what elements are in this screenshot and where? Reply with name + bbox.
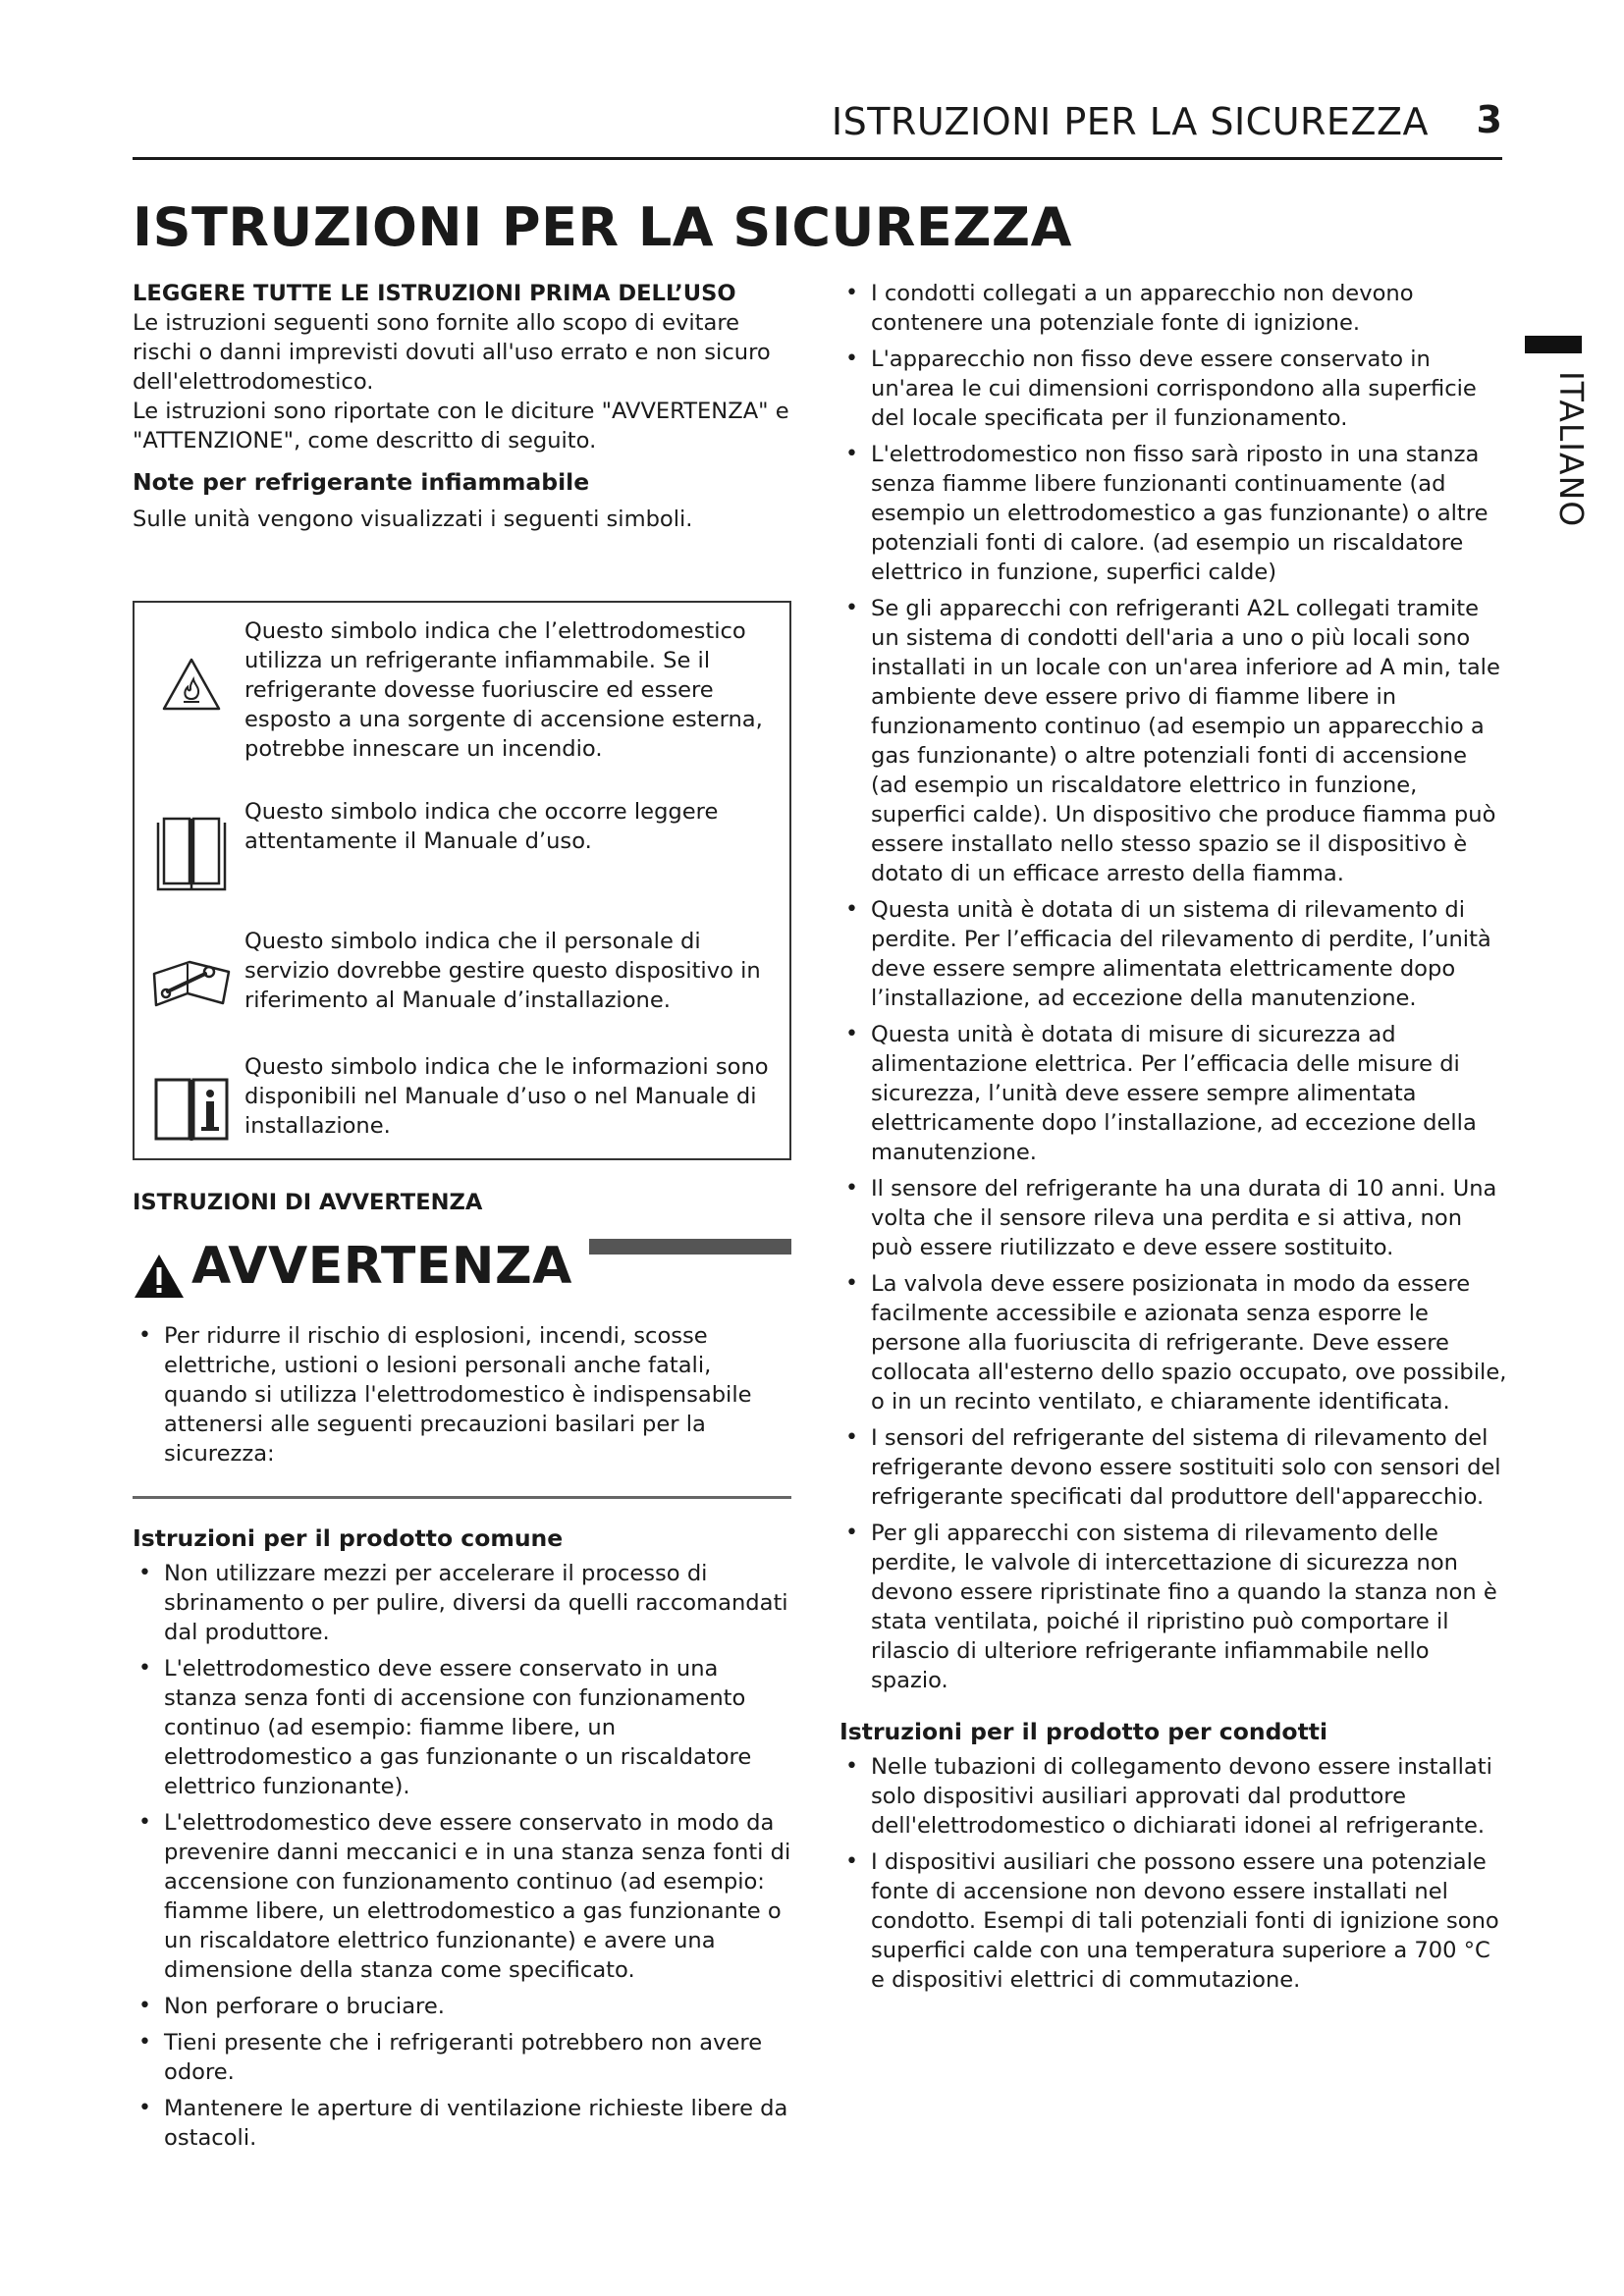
warning-divider — [133, 1496, 791, 1499]
common-product-heading: Istruzioni per il prodotto comune — [133, 1524, 564, 1552]
list-item: • Non perforare o bruciare. — [133, 1992, 792, 2021]
read-manual-icon — [144, 805, 239, 899]
refrigerant-heading: Note per refrigerante infiammabile — [133, 468, 590, 496]
running-title: ISTRUZIONI PER LA SICUREZZA — [831, 100, 1429, 143]
symbol-description: Questo simbolo indica che il personale di servizio dovrebbe gestire questo dispositivo in riferimento al Manuale d’installazione. — [244, 929, 761, 1013]
right-column — [839, 279, 1507, 2002]
warning-title: AVVERTENZA — [191, 1237, 572, 1296]
common-product-list — [133, 1559, 792, 2153]
common-product-section — [133, 1523, 792, 2160]
ducted-product-heading: Istruzioni per il prodotto per condotti — [839, 1718, 1328, 1745]
refrigerant-list — [839, 279, 1507, 1695]
list-item: • L'elettrodomestico deve essere conservato in modo da prevenire danni meccanici e in una stanza senza fonti di accensione con funzionamento continuo (ad esempio: fiamme libere, un elettrodomestico a gas funzionante o un riscaldatore elettrico funzionante) e avere una dimensione della stanza come specificato. — [133, 1808, 792, 1985]
list-item: • L'apparecchio non fisso deve essere conservato in un'area le cui dimensioni corrispondono alla superficie del locale specificata per il funzionamento. — [839, 345, 1507, 433]
list-item: • Nelle tubazioni di collegamento devono essere installati solo dispositivi ausiliari approvati dal produttore dell'elettrodomestico o dichiarati idonei al refrigerante. — [839, 1752, 1507, 1841]
list-item: • I condotti collegati a un apparecchio non devono contenere una potenziale fonte di ignizione. — [839, 279, 1507, 338]
intro-heading: LEGGERE TUTTE LE ISTRUZIONI PRIMA DELL’USO — [133, 281, 736, 306]
language-tab-label: ITALIANO — [1552, 371, 1591, 528]
list-item: • La valvola deve essere posizionata in modo da essere facilmente accessibile e azionata senza esporre le persone alla fuoriuscita di refrigerante. Deve essere collocata all'esterno dello spazio occupato, ove possibile, o in un recinto ventilato, e chiaramente identificata. — [839, 1269, 1507, 1416]
warning-list — [133, 1321, 791, 1475]
running-header — [133, 96, 1502, 160]
list-item: • Mantenere le aperture di ventilazione richieste libere da ostacoli. — [133, 2094, 792, 2153]
list-item: • Per gli apparecchi con sistema di rilevamento delle perdite, le valvole di intercettazione di sicurezza non devono essere ripristinate fino a quando la stanza non è stata ventilata, poiché il ripristino può comportare il rilascio di ulteriore refrigerante infiammabile nello spazio. — [839, 1519, 1507, 1695]
list-item: • Se gli apparecchi con refrigeranti A2L collegati tramite un sistema di condotti dell'aria a uno o più locali sono installati in un locale con un'area inferiore ad A min, tale ambiente deve essere privo di fiamme libere in funzionamento continuo (ad esempio un apparecchio a gas funzionante) o altre potenziali fonti di accensione (ad esempio un riscaldatore elettrico in funzione, superfici calde). Un dispositivo che produce fiamma può essere installato nello stesso spazio se il dispositivo è dotato di un efficace arresto della fiamma. — [839, 594, 1507, 888]
page-number: 3 — [1476, 98, 1502, 141]
intro-paragraph-1: Le istruzioni seguenti sono fornite allo scopo di evitare rischi o danni imprevisti dovuti all'uso errato e non sicuro dell'elettrodomestico. — [133, 310, 771, 395]
list-item: • Questa unità è dotata di misure di sicurezza ad alimentazione elettrica. Per l’efficacia delle misure di sicurezza, l’unità deve essere sempre alimentata elettricamente dopo l’installazione, ad eccezione della manutenzione. — [839, 1020, 1507, 1167]
intro-paragraph-2: Le istruzioni sono riportate con le diciture "AVVERTENZA" e "ATTENZIONE", come descritto di seguito. — [133, 399, 789, 454]
list-item: • L'elettrodomestico deve essere conservato in una stanza senza fonti di accensione con funzionamento continuo (ad esempio: fiamme libere, un elettrodomestico a gas funzionante o un riscaldatore elettrico funzionante). — [133, 1654, 792, 1801]
warning-instructions-heading: ISTRUZIONI DI AVVERTENZA — [133, 1190, 483, 1215]
list-item: • L'elettrodomestico non fisso sarà riposto in una stanza senza fiamme libere funzionanti continuamente (ad esempio un elettrodomestico a gas funzionante) o altre potenziali fonti di calore. (ad esempio un riscaldatore elettrico in funzione, superfici calde) — [839, 440, 1507, 587]
ducted-product-list — [839, 1752, 1507, 1995]
list-item: • I sensori del refrigerante del sistema di rilevamento del refrigerante devono essere sostituiti solo con sensori del refrigerante specificati dal produttore dell'apparecchio. — [839, 1423, 1507, 1512]
warning-bar — [589, 1239, 791, 1255]
refrigerant-text: Sulle unità vengono visualizzati i seguenti simboli. — [133, 507, 693, 532]
symbol-description: Questo simbolo indica che l’elettrodomestico utilizza un refrigerante infiammabile. Se il refrigerante dovesse fuoriuscire ed essere esposto a una sorgente di accensione esterna, potrebbe innescare un incendio. — [244, 618, 763, 762]
list-item: • Tieni presente che i refrigeranti potrebbero non avere odore. — [133, 2028, 792, 2087]
list-item: • Non utilizzare mezzi per accelerare il processo di sbrinamento o per pulire, diversi da quelli raccomandati dal produttore. — [133, 1559, 792, 1647]
service-manual-icon — [144, 934, 239, 1029]
symbol-description: Questo simbolo indica che le informazioni sono disponibili nel Manuale d’uso o nel Manuale di installazione. — [244, 1054, 769, 1139]
list-item: • Il sensore del refrigerante ha una durata di 10 anni. Una volta che il sensore rileva una perdita e si attiva, non può essere riutilizzato e deve essere sostituito. — [839, 1174, 1507, 1262]
symbol-description: Questo simbolo indica che occorre leggere attentamente il Manuale d’uso. — [244, 799, 719, 854]
flammable-warning-icon — [144, 638, 239, 732]
list-item: • I dispositivi ausiliari che possono essere una potenziale fonte di accensione non devono essere installati nel condotto. Esempi di tali potenziali fonti di ignizione sono superfici calde con una temperatura superiore a 700 °C e dispositivi elettrici di commutazione. — [839, 1847, 1507, 1995]
page-title: ISTRUZIONI PER LA SICUREZZA — [133, 196, 1072, 258]
symbol-table — [133, 601, 791, 1160]
warning-text: • Per ridurre il rischio di esplosioni, incendi, scosse elettriche, ustioni o lesioni personali anche fatali, quando si utilizza l'elettrodomestico è indispensabile attenersi alle seguenti precauzioni basilari per la sicurezza: — [133, 1321, 791, 1468]
intro-section — [133, 279, 792, 534]
info-manual-icon — [144, 1058, 239, 1152]
warning-triangle-icon — [133, 1253, 186, 1300]
language-tab-bar — [1525, 336, 1582, 353]
list-item: • Questa unità è dotata di un sistema di rilevamento di perdite. Per l’efficacia del rilevamento di perdite, l’unità deve essere sempre alimentata elettricamente dopo l’installazione, ad eccezione della manutenzione. — [839, 895, 1507, 1013]
